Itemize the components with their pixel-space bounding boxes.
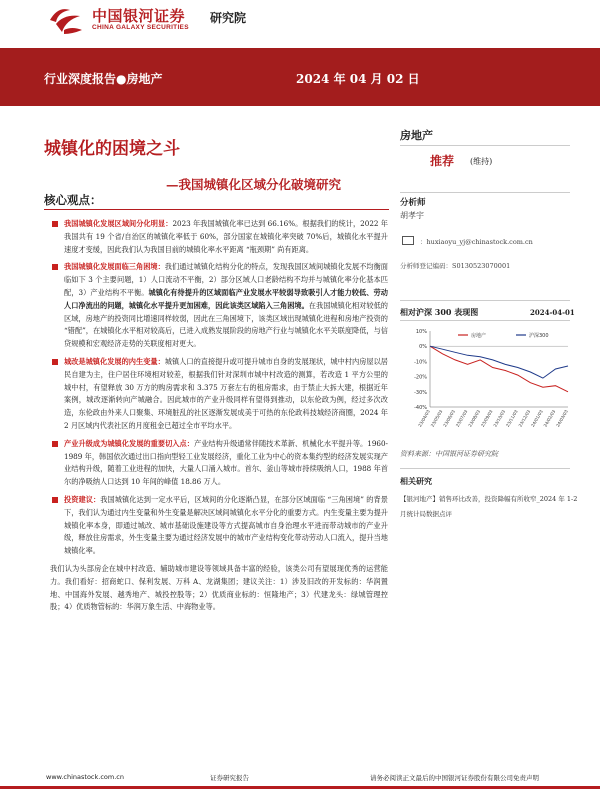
bullet-headline: 我国城镇化发展区域间分化明显： — [64, 219, 173, 228]
page-title: 城镇化的困境之斗 — [44, 139, 180, 159]
sector-label: 房地产 — [400, 129, 433, 142]
divider — [400, 320, 570, 321]
galaxy-logo-icon — [46, 4, 86, 36]
analyst-cert: 分析师登记编码：S0130523070001 — [400, 262, 511, 270]
brand-sub: 研究院 — [210, 11, 247, 25]
x-tick-label: 23/08/03 — [467, 409, 482, 428]
footer-divider — [0, 786, 600, 789]
bullet-text: 产业结构升级通常伴随技术革新、机械化水平提升等。1960-1989 年，韩国依次通过出口指向型轻工业发展经济，重化工业为中心的资本集约型的经济发展实现产业结构升级，随着工业进程的加快，大量人口涌入城市。首尔、釜山等城市持续吸纳人口，1988 年首尔的净吸纳人口达到 10 年间的峰值 18.86 万人。 — [64, 438, 388, 487]
divider — [400, 300, 570, 301]
legend-label: 房地产 — [471, 333, 487, 339]
bullet-point — [50, 438, 388, 489]
x-tick-label: 23/05/03 — [429, 409, 444, 428]
analyst-email: ：huxiaoyu_yj@chinastock.com.cn — [420, 238, 533, 246]
bullet-point — [50, 218, 388, 256]
core-points — [50, 218, 388, 614]
bullet-headline: 城改是城镇化发展的内生变量： — [64, 356, 165, 366]
x-tick-label: 24/03/03 — [555, 409, 569, 428]
bullet-text: 城镇人口的直接提升或可提升城市自身的发展现状，城中村内房屋以居民自建为主，住户居住环境相对较差，根据我们针对深圳市城中村改造的测算，若改造 1 平方公里的城中村，有望释放 30 万方的购房需求和 3.375 万套左右的租房需求，由于禁止大拆大建，根据近年案例，城改逐渐转向产城融合。因此城市的产业升级同样有望得到推动，以东伦政为例，经过多次改造，东伦政由外来人口聚集、环境脏乱的社区逐渐发展成美于可热的东伦政科技城经济商圈，2024 年 2 月区域内代表社区的月度租金已超过全市平均水平。 — [64, 356, 388, 430]
x-tick-label: 23/12/03 — [517, 409, 532, 428]
chart-source: 资料来源：中国银河证券研究院 — [400, 450, 498, 458]
y-tick-label: -20% — [414, 374, 427, 381]
report-banner — [0, 48, 600, 106]
x-tick-label: 23/06/03 — [442, 409, 456, 428]
bullet-text: 2023 年我国城镇化率已达到 66.16%。根据我们的统计，2022 年我国共有 19 个省/自治区的城镇化率低于 60%，部分国家在城镇化率突破 70%后，城镇化水平提升速度才变缓，因此我们认为我国目前的城镇化率水平距离 “瓶颈期” 尚有距离。 — [64, 219, 388, 254]
legend-label: 沪深300 — [529, 333, 549, 339]
bullet-text: 我国城镇化达到一定水平后，区域间的分化逐渐凸显，在部分区域面临 “三角困境” 的背景下，我们认为通过内生变量和外生变量是解决区域间城镇化水平分化的重要方式。内生变量主要为提升城镇化率本身，即通过城改、城市基础设施建设等方式提高城市自身治理水平进而带动城市的产业升级，释放住房需求，外生变量主要为通过经济发展中的城市产业结构变化带动劳动人口流入，提升当地城镇化率。 — [64, 494, 388, 556]
footer-disclaimer: 请务必阅读正文最后的中国银河证券股份有限公司免责声明 — [370, 774, 539, 782]
bullet-text: 我们通过城镇化结构分化的特点，发现我国区域间城镇化发展不均衡面临如下 3 个主要问题，1）人口流动不平衡，2）部分区域人口老龄结构不均并与城镇化率分化基本匹配，3）产业结构不平衡。 — [64, 262, 388, 297]
x-tick-label: 23/11/03 — [504, 409, 519, 428]
divider — [400, 192, 570, 193]
performance-chart — [400, 325, 572, 435]
analyst-heading: 分析师 — [400, 198, 426, 208]
related-heading: 相关研究 — [400, 476, 432, 486]
y-tick-label: -30% — [414, 389, 427, 396]
series-line-sector — [430, 346, 568, 392]
x-tick-label: 23/09/03 — [479, 409, 494, 428]
series-line-index — [430, 346, 568, 378]
y-tick-label: 10% — [415, 329, 427, 335]
x-tick-label: 23/07/03 — [454, 409, 469, 428]
rating-note: (维持) — [470, 157, 493, 166]
bullet-text: 在我国城镇化相对较低的区域，房地产的投资同比增速同样较弱，因此在三角困境下，该类区域出现城镇化进程和房地产投资的 “错配”，在城镇化水平相对较高后，已进入成熟发展阶段的房地产行业与城镇化水平关联度降低，与信贷规模和宏观经济走势的关联度相对更大。 — [64, 300, 388, 349]
analyst-name: 胡孝宇 — [400, 211, 424, 220]
divider — [400, 145, 570, 146]
rating: 推荐 — [430, 154, 455, 168]
y-tick-label: -10% — [414, 359, 427, 366]
y-tick-label: -40% — [414, 405, 427, 411]
x-tick-label: 23/10/03 — [492, 409, 507, 428]
chart-title: 相对沪深 300 表现图 — [400, 307, 479, 317]
report-date: 2024 年 04 月 02 日 — [296, 72, 420, 86]
related-item: 【银河地产】销售环比改善，投资降幅有所收窄_2024 年 1-2 月统计局数据点评 — [400, 495, 578, 518]
brand-name-en: CHINA GALAXY SECURITIES — [92, 24, 189, 31]
footer-url[interactable]: www.chinastock.com.cn — [46, 773, 124, 781]
bullet-point — [50, 261, 388, 351]
y-tick-label: 0% — [419, 344, 427, 351]
x-tick-label: 23/04/03 — [417, 409, 431, 428]
x-tick-label: 24/01/03 — [530, 409, 544, 428]
bullet-point — [50, 494, 388, 558]
core-label: 核心观点： — [44, 193, 102, 207]
divider — [400, 468, 570, 469]
bullet-headline: 我国城镇化发展面临三角困境： — [64, 262, 165, 272]
page-subtitle: —我国城镇化区域分化破境研究 — [166, 177, 342, 192]
closing-paragraph: 我们认为头部房企在城中村改造、辅助城市建设等领域具备丰富的经验，该类公司有望展现优秀的运营能力。我们看好：招商蛇口、保利发展、万科 A、龙湖集团；建议关注：1）涉及旧改的开发标的：华润置地、中国海外发展、越秀地产、城投控股等；2）优质商业标的：恒隆地产；3）代建龙头：绿城管理控股；4）优质物管标的：华润万象生活、中海物业等。 — [50, 563, 388, 612]
x-tick-label: 24/02/03 — [542, 409, 557, 428]
footer-center: 证券研究报告 — [210, 774, 249, 782]
report-type: 行业深度报告●房地产 — [44, 72, 163, 86]
bullet-point — [50, 356, 388, 433]
bullet-headline: 产业升级成为城镇化发展的重要切入点： — [64, 438, 194, 448]
mail-icon — [402, 236, 414, 245]
bullet-bold-text: 城镇化有待提升的区域面临产业发展水平较弱导致吸引人才能力较低、劳动人口净流出的问题，城镇化水平提升更加困难，因此该类区域陷入三角困境。 — [64, 287, 388, 310]
brand-name: 中国银河证券 — [92, 7, 186, 25]
chart-date: 2024-04-01 — [530, 308, 575, 317]
divider — [44, 209, 389, 210]
bullet-headline: 投资建议： — [64, 494, 101, 504]
